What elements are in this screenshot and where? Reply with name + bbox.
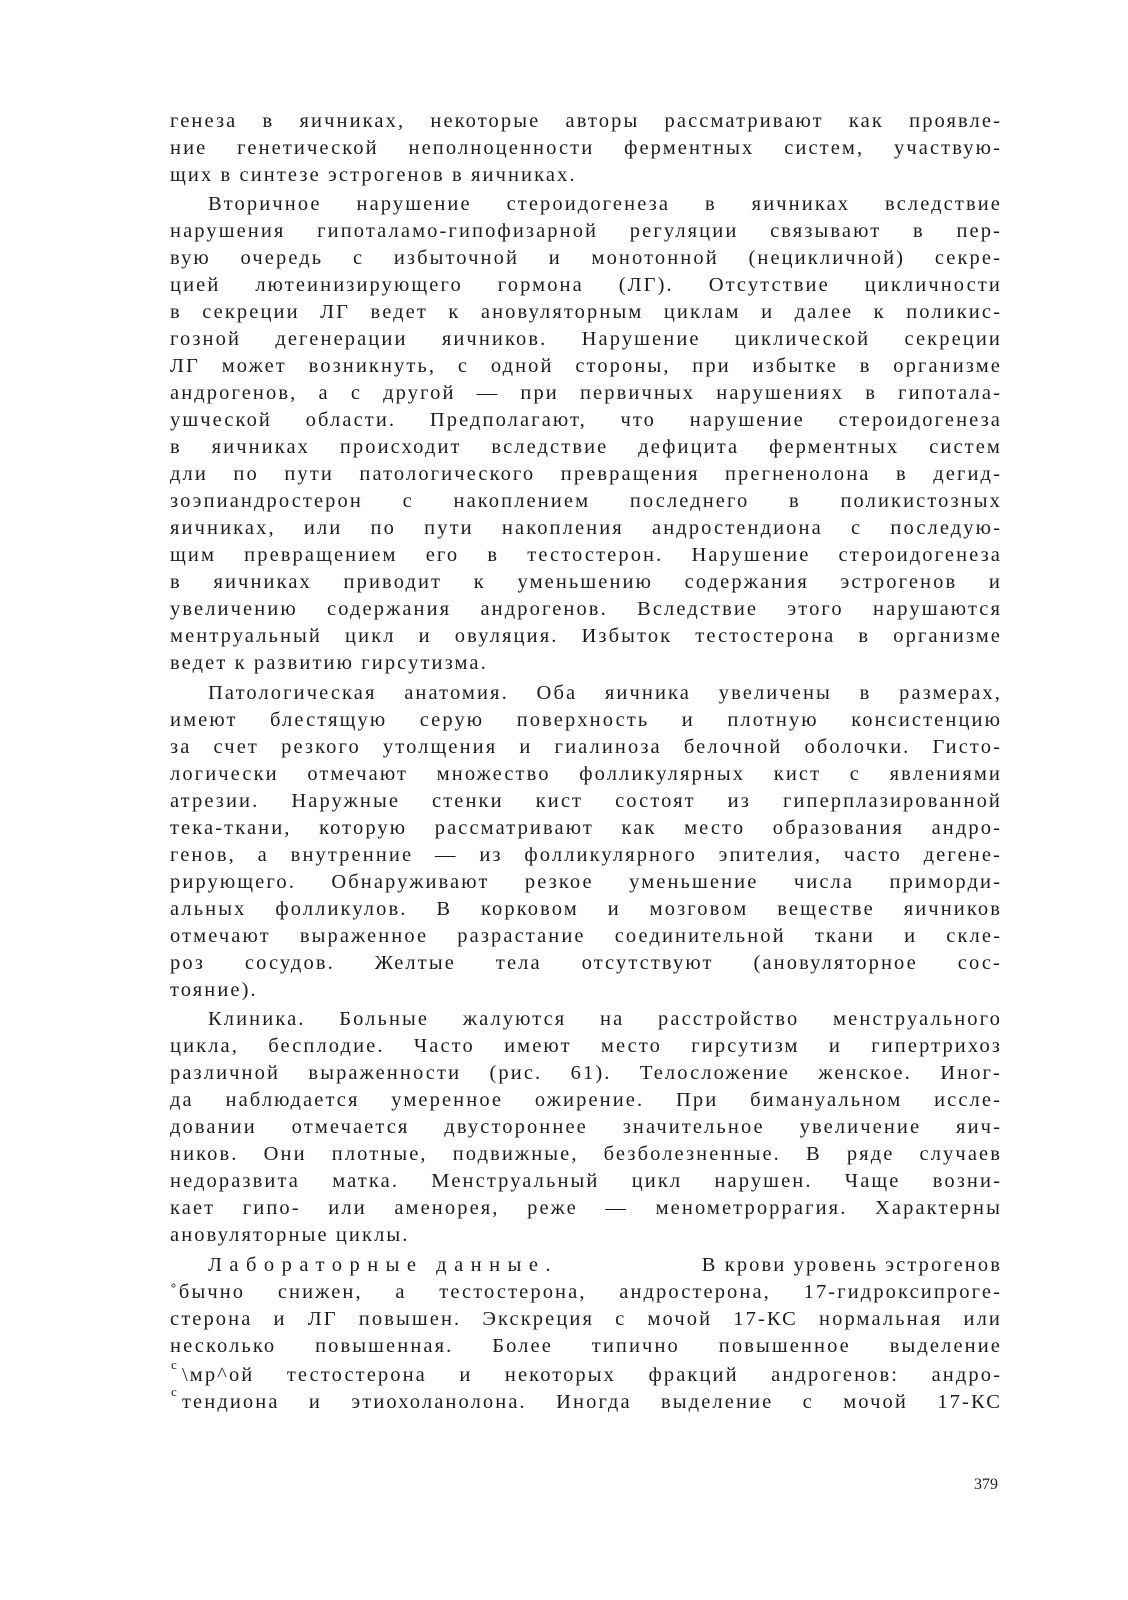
- text-line: дли по пути патологического превращения прегненолона в дегид-: [170, 463, 1002, 485]
- text-line: атрезии. Наружные стенки кист состоят из гиперплазированной: [170, 790, 1002, 812]
- text-line: зоэпиандростерон с накоплением последнего в поликистозных: [170, 490, 1002, 512]
- text-line: цикла, бесплодие. Часто имеют место гирсутизм и гипертрихоз: [170, 1035, 1002, 1057]
- superscript-mark: c: [171, 1384, 177, 1399]
- text-line: ментруальный цикл и овуляция. Избыток тестостерона в организме: [170, 625, 1002, 647]
- text-line: имеют блестящую серую поверхность и плотную консистенцию: [170, 709, 1002, 731]
- text-line: различной выраженности (рис. 61). Телосложение женское. Иног-: [170, 1062, 1002, 1084]
- page-number: 379: [974, 1476, 998, 1493]
- text-line: ановуляторные циклы.: [170, 1224, 410, 1246]
- text-line: довании отмечается двустороннее значительное увеличение яич-: [170, 1116, 1002, 1138]
- text-line: гозной дегенерации яичников. Нарушение циклической секреции: [170, 328, 1002, 350]
- text-line: ушческой области. Предполагают, что нарушение стероидогенеза: [170, 409, 1002, 431]
- paragraph-first-line: Клиника. Больные жалуются на расстройство менструального: [208, 1008, 1002, 1030]
- text-line: в яичниках происходит вследствие дефицита ферментных систем: [170, 436, 1002, 458]
- text-line: тендиона и этиохоланолона. Иногда выделение с мочой 17-КС: [182, 1391, 1002, 1413]
- text-line: стерона и ЛГ повышен. Экскреция с мочой 17-КС нормальная или: [170, 1308, 1002, 1330]
- paragraph-first-line: Патологическая анатомия. Оба яичника увеличены в размерах,: [208, 682, 1002, 704]
- text-line: за счет резкого утолщения и гиалиноза белочной оболочки. Гисто-: [170, 736, 1002, 758]
- text-line: альных фолликулов. В корковом и мозговом веществе яичников: [170, 898, 1002, 920]
- text-line: несколько повышенная. Более типично повышенное выделение: [170, 1335, 1002, 1357]
- text-line: логически отмечают множество фолликулярных кист с явлениями: [170, 763, 1002, 785]
- text-line: генеза в яичниках, некоторые авторы рассматривают как проявле-: [170, 110, 1002, 132]
- text-line: ˚бычно снижен, а тестостерона, андростерона, 17-гидроксипроге-: [170, 1281, 1002, 1303]
- paragraph-first-line: Вторичное нарушение стероидогенеза в яичниках вследствие: [208, 193, 1002, 215]
- text-line: отмечают выраженное разрастание соединительной ткани и скле-: [170, 925, 1002, 947]
- text-line: генов, а внутренние — из фолликулярного эпителия, часто дегене-: [170, 844, 1002, 866]
- section-heading: Лабораторные данные.: [208, 1254, 559, 1276]
- text-line: роз сосудов. Желтые тела отсутствуют (ановуляторное сос-: [170, 952, 1002, 974]
- text-line: нарушения гипоталамо-гипофизарной регуляции связывают в пер-: [170, 220, 1002, 242]
- text-line: тояние).: [170, 979, 258, 1001]
- text-line: кает гипо- или аменорея, реже — менометроррагия. Характерны: [170, 1197, 1002, 1219]
- text-line: в яичниках приводит к уменьшению содержания эстрогенов и: [170, 571, 1002, 593]
- text-line: да наблюдается умеренное ожирение. При бимануальном иссле-: [170, 1089, 1002, 1111]
- text-line: ЛГ может возникнуть, с одной стороны, при избытке в организме: [170, 355, 1002, 377]
- text-line: рирующего. Обнаруживают резкое уменьшение числа приморди-: [170, 871, 1002, 893]
- text-line: андрогенов, а с другой — при первичных нарушениях в гипотала-: [170, 382, 1002, 404]
- text-line: тека-ткани, которую рассматривают как место образования андро-: [170, 817, 1002, 839]
- text-line: В крови уровень эстрогенов: [701, 1254, 1002, 1276]
- text-line: щих в синтезе эстрогенов в яичниках.: [170, 164, 577, 186]
- text-line: \мр^ой тестостерона и некоторых фракций андрогенов: андро-: [182, 1364, 1002, 1386]
- text-line: ние генетической неполноценности ферментных систем, участвую-: [170, 137, 1002, 159]
- text-line: недоразвита матка. Менструальный цикл нарушен. Чаще возни-: [170, 1170, 1002, 1192]
- superscript-mark: c: [171, 1357, 177, 1372]
- text-line: увеличению содержания андрогенов. Вследствие этого нарушаются: [170, 598, 1002, 620]
- text-line: цией лютеинизирующего гормона (ЛГ). Отсутствие цикличности: [170, 274, 1002, 296]
- text-line: ведет к развитию гирсутизма.: [170, 652, 488, 674]
- text-line: щим превращением его в тестостерон. Нарушение стероидогенеза: [170, 544, 1002, 566]
- text-line: в секреции ЛГ ведет к ановуляторным циклам и далее к поликис-: [170, 301, 1002, 323]
- text-line: ников. Они плотные, подвижные, безболезненные. В ряде случаев: [170, 1143, 1002, 1165]
- text-line: яичниках, или по пути накопления андростендиона с последую-: [170, 517, 1002, 539]
- text-line: вую очередь с избыточной и монотонной (нецикличной) секре-: [170, 247, 1002, 269]
